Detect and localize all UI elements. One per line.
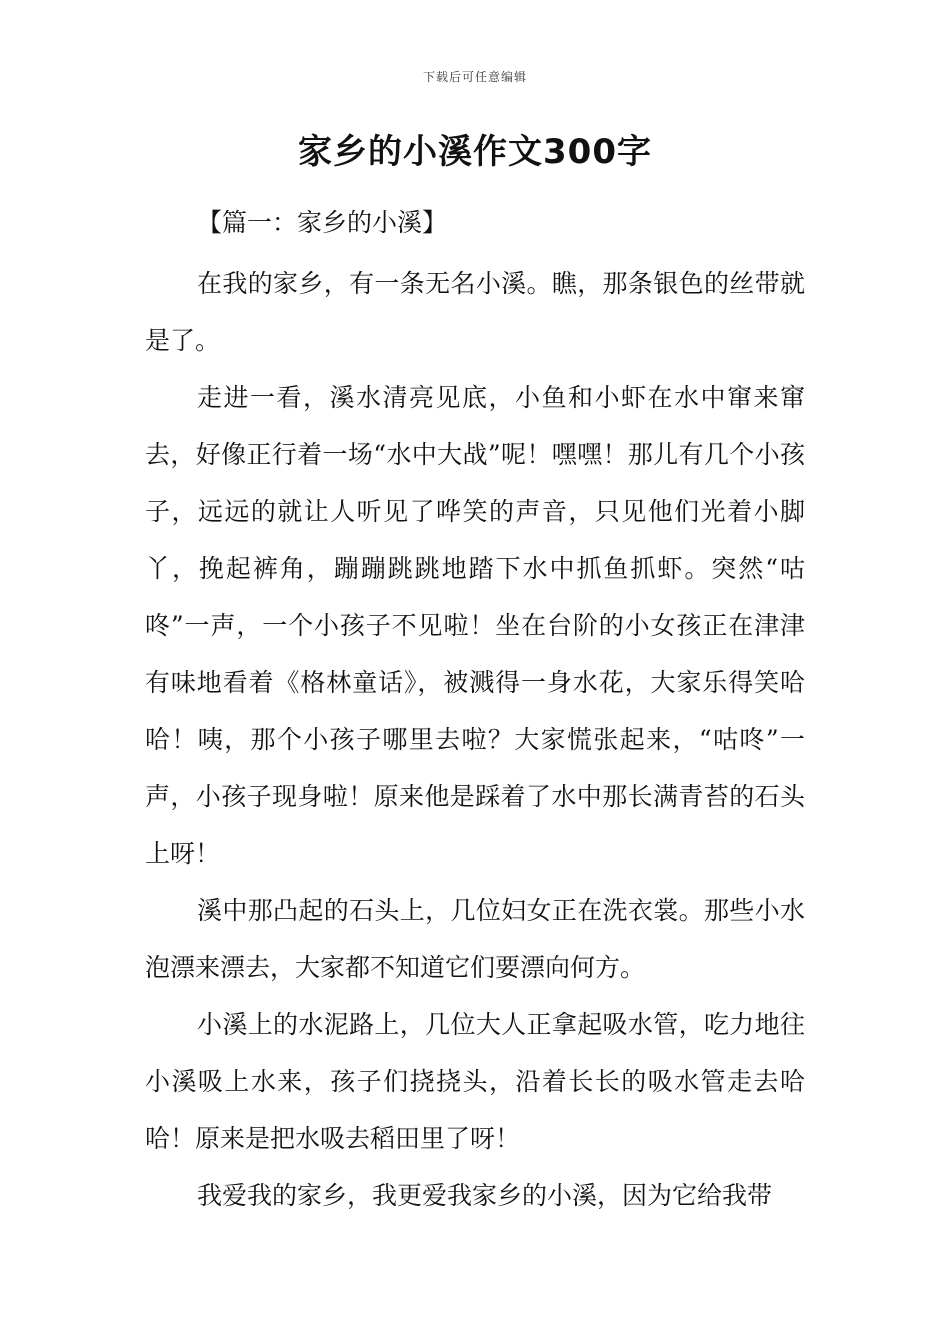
header-note: 下载后可任意编辑 [422, 70, 527, 84]
document-title: 家乡的小溪作文300字 [298, 132, 652, 172]
paragraph: 我爱我的家乡，我更爱我家乡的小溪，因为它给我带 [197, 1181, 773, 1210]
section-label: 【篇一：家乡的小溪】 [197, 208, 448, 237]
paragraph: 在我的家乡，有一条无名小溪。瞧，那条银色的丝带就是了。 [145, 269, 805, 355]
paragraph: 小溪上的水泥路上，几位大人正拿起吸水管，吃力地往小溪吸上水来，孩子们挠挠头，沿着长长的吸水管走去哈哈！原来是把水吸去稻田里了呀！ [145, 1010, 805, 1153]
paragraph: 溪中那凸起的石头上，几位妇女正在洗衣裳。那些小水泡漂来漂去，大家都不知道它们要漂向何方。 [145, 896, 805, 982]
body-text [145, 255, 805, 1224]
paragraph: 走进一看，溪水清亮见底，小鱼和小虾在水中窜来窜去，好像正行着一场“水中大战”呢！嘿嘿！那儿有几个小孩子，远远的就让人听见了哗笑的声音，只见他们光着小脚丫，挽起裤角，蹦蹦跳跳地踏下水中抓鱼抓虾。突然“咕咚”一声，一个小孩子不见啦！坐在台阶的小女孩正在津津有味地看着《格林童话》，被溅得一身水花，大家乐得笑哈哈！咦，那个小孩子哪里去啦？大家慌张起来，“咕咚”一声，小孩子现身啦！原来他是踩着了水中那长满青苔的石头上呀！ [145, 383, 805, 868]
